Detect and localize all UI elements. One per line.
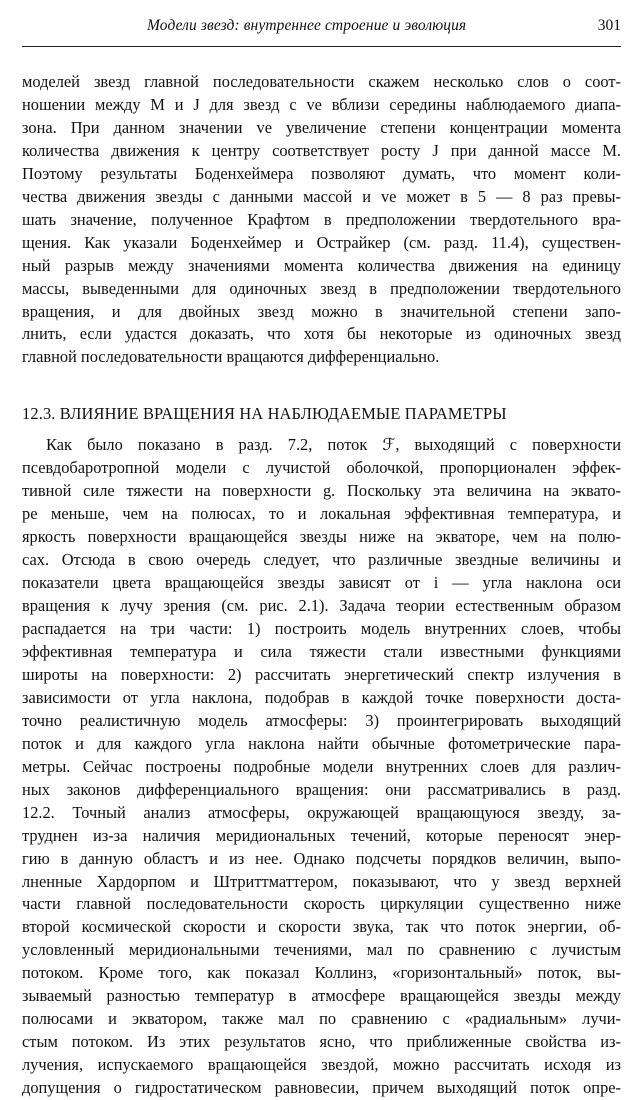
text-line: части главной последовательности скорость циркуляции существенно ниже bbox=[22, 894, 621, 914]
text-line: условленный меридиональными течениями, мал по сравнению с лучистым bbox=[22, 940, 621, 960]
text-line: чества движения звезды с данными массой и ve может в 5 — 8 раз превы- bbox=[22, 186, 621, 206]
text-line: труднен из-за наличия меридиональных течений, которые переносят энер- bbox=[22, 825, 621, 845]
text-line: ный разрыв между значениями момента количества движения на единицу bbox=[22, 255, 621, 275]
running-title: Модели звезд: внутреннее строение и эволюция bbox=[147, 17, 467, 34]
text-line: лненные Хардорпом и Штриттматтером, показывают, что у звезд верхней bbox=[22, 871, 621, 891]
text-line: точно реалистичную модель атмосферы: 3) проинтегрировать выходящий bbox=[22, 710, 621, 730]
text-line: ношении между M и J для звезд с ve вблизи середины наблюдаемого диапа- bbox=[22, 94, 621, 114]
text-line: лнить, если удастся доказать, что хотя бы некоторые из одиночных звезд bbox=[22, 324, 621, 344]
header-rule bbox=[22, 46, 621, 47]
text-line: зона. При данном значении ve увеличение степени концентрации момента bbox=[22, 117, 621, 137]
text-line: шать значение, полученное Крафтом в предположении твердотельного вра- bbox=[22, 209, 621, 229]
section-heading: 12.3. ВЛИЯНИЕ ВРАЩЕНИЯ НА НАБЛЮДАЕМЫЕ ПАРАМЕТРЫ bbox=[22, 404, 507, 424]
text-line: стым потоком. Из этих результатов ясно, что приближенные свойства из- bbox=[22, 1032, 621, 1052]
text-line: второй космической скорости и скорости звука, так что поток энергии, об- bbox=[22, 917, 621, 937]
text-line: полюсами и экватором, также мал по сравнению с «радиальным» лучи- bbox=[22, 1009, 621, 1029]
text-line: вращения к лучу зрения (см. рис. 2.1). Задача теории естественным образом bbox=[22, 596, 621, 616]
text-line: главной последовательности вращаются дифференциально. bbox=[22, 347, 440, 367]
page-number: 301 bbox=[597, 17, 621, 34]
text-line: ных законов дифференциального вращения: они рассматривались в разд. bbox=[22, 779, 621, 799]
text-line: Поэтому результаты Боденхеймера позволяют думать, что момент коли- bbox=[22, 163, 621, 183]
text-line: поток и для каждого угла наклона найти обычные фотометрические пара- bbox=[22, 733, 621, 753]
text-line: распадается на три части: 1) построить модель внутренних слоев, чтобы bbox=[22, 619, 621, 639]
text-line: показатели цвета вращающейся звезды зависят от i — угла наклона оси bbox=[22, 573, 621, 593]
paragraph-1 bbox=[22, 71, 621, 369]
text-line: Как было показано в разд. 7.2, поток ℱ, выходящий с поверхности bbox=[46, 435, 621, 455]
text-line: гию в данную областъ и из нее. Однако подсчеты порядков величин, выпо- bbox=[22, 848, 621, 868]
page-header bbox=[22, 0, 621, 46]
text-line: вращения, и для двойных звезд можно в значительной степени запо- bbox=[22, 301, 621, 321]
paragraph-2 bbox=[22, 434, 621, 1100]
text-line: количества движения к центру соответствует росту J при данной массе M. bbox=[22, 140, 621, 160]
text-line: тивной силе тяжести на поверхности g. Поскольку эта величина на эквато- bbox=[22, 481, 621, 501]
text-line: зависимости от угла наклона, подобрав в каждой точке поверхности доста- bbox=[22, 687, 621, 707]
text-line: псевдобаротропной модели с лучистой оболочкой, пропорционален эффек- bbox=[22, 458, 621, 478]
text-line: эффективная температура и сила тяжести стали известными функциями bbox=[22, 641, 621, 661]
text-line: метры. Сейчас построены подробные модели внутренних слоев для различ- bbox=[22, 756, 621, 776]
text-line: щения. Как указали Боденхеймер и Острайкер (см. разд. 11.4), существен- bbox=[22, 232, 621, 252]
text-line: потоком. Кроме того, как показал Коллинз, «горизонтальный» поток, вы- bbox=[22, 963, 621, 983]
text-line: сах. Отсюда в свою очередь следует, что различные звездные величины и bbox=[22, 550, 621, 570]
text-line: зываемый разностью температур в атмосфере вращающейся звезды между bbox=[22, 986, 621, 1006]
text-line: массы, выведенными для одиночных звезд в предположении твердотельного bbox=[22, 278, 621, 298]
text-line: 12.2. Точный анализ атмосферы, окружающей вращающуюся звезду, за- bbox=[22, 802, 621, 822]
text-line: моделей звезд главной последовательности скажем несколько слов о соот- bbox=[22, 72, 621, 91]
text-line: лучения, испускаемого вращающейся звездой, можно рассчитать исходя из bbox=[22, 1055, 621, 1075]
text-line: яркость поверхности вращающейся звезды ниже на экваторе, чем на полю- bbox=[22, 527, 621, 547]
text-line: широты на поверхности: 2) рассчитать энергетический спектр излучения в bbox=[22, 664, 621, 684]
text-line: ре меньше, чем на полюсах, то и локальная эффективная температура, и bbox=[22, 504, 621, 524]
text-line: допущения о гидростатическом равновесии, причем выходящий поток опре- bbox=[22, 1078, 621, 1098]
